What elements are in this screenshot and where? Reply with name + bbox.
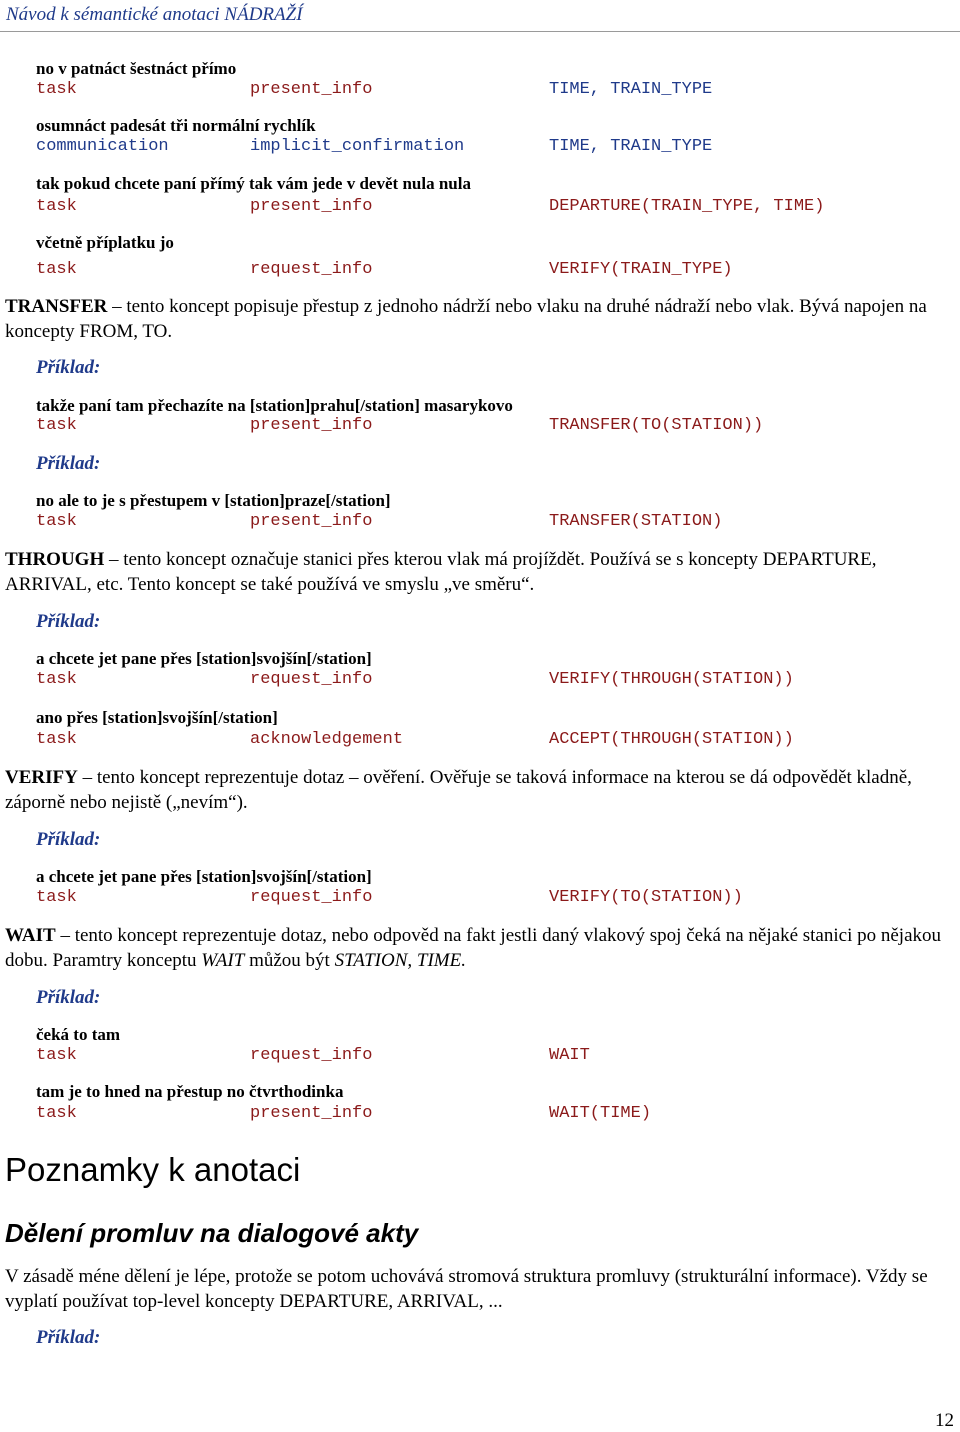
header-divider [0, 31, 960, 32]
subsection-heading: Dělení promluv na dialogové akty [5, 1218, 419, 1248]
annotation-concept: VERIFY(TRAIN_TYPE) [549, 260, 733, 279]
example-label: Příklad: [36, 611, 101, 632]
utterance-text: no v patnáct šestnáct přímo [36, 59, 237, 78]
concept-description-cont: můžou být [244, 949, 335, 971]
annotation-concept: WAIT [549, 1046, 590, 1065]
annotation-act: present_info [250, 512, 373, 531]
concept-description: – tento koncept reprezentuje dotaz, nebo odpověd na fakt jestli daný vlakový spoj čeká na nějaké stanici po nějakou dobu. Paramtry konceptu [5, 925, 941, 971]
annotation-act: request_info [250, 670, 373, 689]
annotation-type: task [36, 888, 77, 907]
concept-description: – tento koncept reprezentuje dotaz – ověření. Ověřuje se taková informace na kterou se dá odpovědět kladně, záporně nebo nejistě („nevím“). [5, 767, 912, 813]
document-header-title: Návod k sémantické anotaci NÁDRAŽÍ [6, 4, 303, 25]
utterance-text: takže paní tam přechazíte na [station]prahu[/station] masarykovo [36, 396, 513, 415]
annotation-concept: DEPARTURE(TRAIN_TYPE, TIME) [549, 197, 825, 216]
concept-description: – tento koncept označuje stanici přes kterou vlak má projíždět. Používá se s koncepty DEPARTURE, ARRIVAL, etc. Tento koncept se také používá ve smyslu „ve směru“. [5, 549, 877, 595]
annotation-act: request_info [250, 1046, 373, 1065]
utterance-text: a chcete jet pane přes [station]svojšín[/station] [36, 649, 372, 668]
annotation-act: request_info [250, 888, 373, 907]
annotation-type: task [36, 80, 77, 99]
utterance-text: čeká to tam [36, 1025, 121, 1044]
section-paragraph: V zásadě méne dělení je lépe, protože se potom uchovává stromová struktura promluvy (strukturální informace). Vždy se vyplatí používat top-level koncepty DEPARTURE, ARRIVAL, ... [5, 1266, 928, 1312]
example-label: Příklad: [36, 453, 101, 474]
annotation-type: task [36, 730, 77, 749]
annotation-type: task [36, 670, 77, 689]
annotation-concept: TIME, TRAIN_TYPE [549, 137, 713, 156]
concept-term: WAIT [5, 925, 56, 946]
annotation-type: task [36, 197, 77, 216]
concept-description: – tento koncept popisuje přestup z jednoho nádrží nebo vlaku na druhé nádraží nebo vlak. Bývá napojen na koncepty FROM, TO. [5, 296, 927, 342]
annotation-act: acknowledgement [250, 730, 404, 749]
utterance-text: osumnáct padesát tři normální rychlík [36, 116, 316, 135]
annotation-act: present_info [250, 80, 373, 99]
annotation-type: task [36, 1046, 77, 1065]
concept-param-term: WAIT [201, 949, 245, 971]
annotation-type: task [36, 512, 77, 531]
example-label: Příklad: [36, 829, 101, 850]
annotation-act: present_info [250, 197, 373, 216]
example-label: Příklad: [36, 357, 101, 378]
page-number: 12 [935, 1410, 954, 1431]
concept-term: THROUGH [5, 549, 105, 570]
utterance-text: včetně příplatku jo [36, 233, 174, 252]
annotation-act: present_info [250, 1104, 373, 1123]
concept-definition-transfer [5, 295, 950, 344]
annotation-concept: WAIT(TIME) [549, 1104, 652, 1123]
example-label: Příklad: [36, 1327, 101, 1348]
utterance-text: no ale to je s přestupem v [station]praze[/station] [36, 491, 391, 510]
section-heading: Poznamky k anotaci [5, 1151, 301, 1188]
utterance-text: tak pokud chcete paní přímý tak vám jede v devět nula nula [36, 174, 471, 193]
annotation-concept: VERIFY(TO(STATION)) [549, 888, 743, 907]
annotation-concept: TRANSFER(TO(STATION)) [549, 416, 764, 435]
annotation-act: request_info [250, 260, 373, 279]
concept-term: VERIFY [5, 767, 78, 788]
utterance-text: tam je to hned na přestup no čtvrthodinka [36, 1082, 344, 1101]
concept-definition-verify [5, 766, 950, 815]
utterance-text: a chcete jet pane přes [station]svojšín[/station] [36, 867, 372, 886]
annotation-act: present_info [250, 416, 373, 435]
concept-definition-through [5, 548, 950, 597]
example-label: Příklad: [36, 987, 101, 1008]
annotation-concept: VERIFY(THROUGH(STATION)) [549, 670, 794, 689]
annotation-concept: TRANSFER(STATION) [549, 512, 723, 531]
utterance-text: ano přes [station]svojšín[/station] [36, 708, 278, 727]
annotation-concept: TIME, TRAIN_TYPE [549, 80, 713, 99]
concept-term: TRANSFER [5, 296, 108, 317]
annotation-type: task [36, 260, 77, 279]
concept-params: STATION, TIME. [334, 949, 466, 971]
annotation-concept: ACCEPT(THROUGH(STATION)) [549, 730, 794, 749]
annotation-type: task [36, 416, 77, 435]
concept-definition-wait [5, 924, 950, 973]
annotation-act: implicit_confirmation [250, 137, 465, 156]
annotation-type: task [36, 1104, 77, 1123]
annotation-type: communication [36, 137, 169, 156]
